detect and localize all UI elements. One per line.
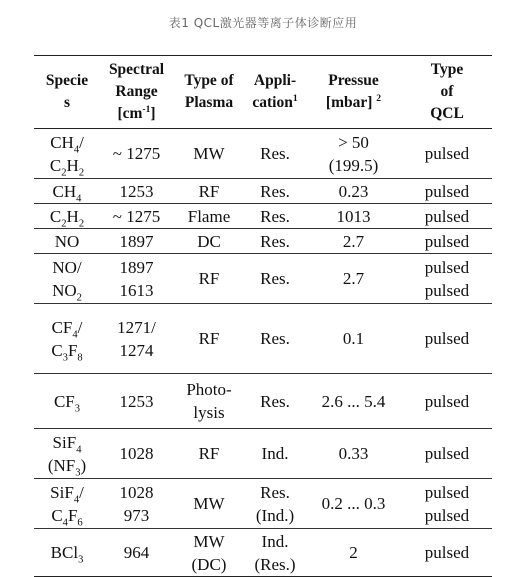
table-body [34,129,492,577]
cell-pressure: > 50 (199.5) [328,132,379,175]
cell-plasma: RF [198,444,220,463]
header-type-of-plasma: Type of Plasma [184,72,234,111]
cell-application: Ind. [261,444,289,463]
cell-qcl: pulsed [424,391,470,411]
cell-application: Res. [260,329,290,348]
header-application: Appli- cation$^1$ [252,72,298,111]
table-row [34,129,492,179]
cell-application: Res. (Ind.) [255,482,295,525]
cell-range: 1028 [119,444,154,463]
cell-qcl: pulsed [424,206,470,226]
cell-application: Res. [260,144,290,163]
table-row [34,304,492,374]
table-row [34,374,492,429]
table-row [34,229,492,254]
cell-plasma: RF [198,181,220,201]
data-table [34,55,492,577]
cell-qcl: pulsed [424,144,470,163]
cell-species: NO/ $NO_2$ [52,257,82,303]
cell-pressure: 0.23 [338,181,369,201]
table-row [34,479,492,529]
cell-range: 1897 1613 [119,257,154,300]
cell-application: Res. [260,206,290,226]
cell-range: ~ 1275 [112,144,161,163]
cell-species: $CF_3$ [53,391,81,414]
cell-species: SiF$_4$/ $C_4F_6$ [50,482,84,528]
cell-pressure: 2.6 ... 5.4 [321,391,386,411]
cell-application: Res. [260,181,290,201]
header-species: Specie s [45,72,89,111]
table-caption: 表1 QCL激光器等离子体诊断应用 [168,16,358,30]
cell-qcl: pulsed pulsed [424,257,470,300]
cell-plasma: Flame [187,206,231,226]
cell-qcl: pulsed [424,444,470,463]
cell-plasma: MW (DC) [191,531,227,574]
cell-species: $CH_4/$ $C_2H_2$ [49,132,85,178]
cell-range: 1897 [119,231,154,251]
cell-species: $CH_4$ [52,181,82,204]
cell-plasma: RF [198,329,220,348]
cell-application: Res. [260,231,290,251]
cell-qcl: pulsed [424,329,470,348]
cell-qcl: pulsed [424,231,470,251]
cell-pressure: 0.33 [338,444,369,463]
cell-range: 1028 973 [119,482,154,525]
header-type-of-qcl: Type of QCL [430,61,464,122]
cell-pressure: 2 [349,543,358,562]
table-row [34,179,492,204]
cell-pressure: 1013 [336,206,371,226]
header-spectral-range: Spectral Range $[cm^{-1}]$ [108,61,165,122]
cell-plasma: MW [193,144,225,163]
table-row [34,204,492,229]
cell-range: 964 [123,543,150,562]
cell-plasma: RF [198,269,220,288]
cell-plasma: MW [193,494,225,513]
cell-pressure: 0.2 ... 0.3 [321,494,386,513]
cell-qcl: pulsed pulsed [424,482,470,525]
cell-application: Res. [260,391,290,411]
cell-species: SiF$_4$ $(NF_3)$ [47,432,87,478]
cell-range: 1253 [119,391,154,411]
cell-application: Ind. (Res.) [254,531,296,574]
cell-qcl: pulsed [424,543,470,562]
cell-species: NO [54,231,80,251]
table-header [34,56,492,129]
table-row [34,254,492,304]
cell-plasma: DC [197,231,221,251]
cell-pressure: 2.7 [342,231,365,251]
cell-qcl: pulsed [424,181,470,201]
cell-range: 1271/ 1274 [117,317,156,360]
cell-application: Res. [260,269,290,288]
cell-species: $C_2H_2$ [49,206,85,229]
table-row [34,429,492,479]
cell-pressure: 2.7 [342,269,365,288]
header-row [34,56,492,129]
cell-pressure: 0.1 [342,329,365,348]
cell-range: ~ 1275 [112,206,161,226]
table-row [34,529,492,577]
header-pressure: Pressue [mbar] $^2$ [325,72,382,111]
cell-species: BCl$_3$ [50,543,84,566]
cell-plasma: Photo- lysis [186,380,232,422]
cell-species: $CF_4/$ $C_3F_8$ [51,317,83,363]
cell-range: 1253 [119,181,154,201]
